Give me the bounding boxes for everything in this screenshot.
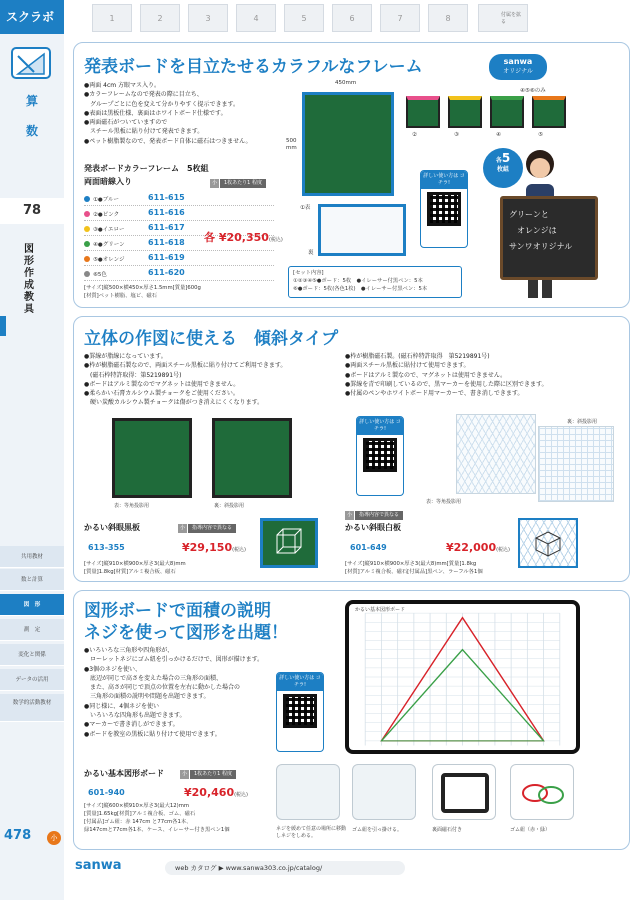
color-dot-icon (84, 211, 90, 217)
spec-line: [材質]ペット樹脂、塩ビ、磁石 (84, 293, 157, 299)
blackboard-front (112, 418, 192, 498)
swatch-number: ④ (496, 132, 501, 138)
photo-rubber-bands (510, 764, 574, 820)
badge-brand: sanwa (503, 57, 533, 66)
bullet: ●カラーフレームなので発表の際に目立ち、 (84, 91, 203, 99)
math-tools-icon (10, 44, 52, 82)
product-name-frame: 発表ボードカラーフレーム 5枚組 (84, 164, 209, 173)
sidebar-accent (0, 316, 6, 336)
swatch-number: ⑤ (538, 132, 543, 138)
price-frame: 各 ¥20,350(税込) (204, 231, 283, 244)
subject-char-1: 算 (26, 94, 39, 108)
footer-logo: sanwa (75, 858, 122, 873)
variant-code: 611-618 (148, 238, 185, 247)
tab-7[interactable]: 7 (380, 4, 420, 32)
variant-code: 611-617 (148, 223, 185, 232)
whiteboard-front (456, 414, 536, 494)
caption-bb-back: 裏：斜投影用 (214, 503, 245, 509)
variant-code: 611-615 (148, 193, 185, 202)
swatch-pink (406, 96, 440, 128)
swatch-number: ② (412, 132, 417, 138)
variant-label: ⑥5色 (93, 272, 107, 278)
page-number: 478 (4, 828, 32, 843)
front-board-blue (302, 92, 394, 196)
cube-board-icon (260, 518, 318, 568)
qr-heading: 詳しい使い方は コチラ! (421, 171, 467, 189)
photo-rubber (352, 764, 416, 820)
section2-title: 立体の作図に使える 傾斜タイプ (84, 329, 339, 349)
section3-title-2: ネジを使って図形を出題！ (84, 623, 288, 643)
section3-title-1: 図形ボードで面積の説明 (84, 601, 271, 621)
variant-row (84, 207, 274, 221)
product-sub-frame: 両面暗線入り (84, 177, 132, 186)
tab-3[interactable]: 3 (188, 4, 228, 32)
swatch-yellow (448, 96, 482, 128)
qr-box-figure[interactable]: 詳しい使い方は コチラ! (276, 672, 324, 752)
swatch-green (490, 96, 524, 128)
code-figure: 601-940 (88, 788, 125, 797)
section1-title: 発表ボードを目立たせるカラフルなフレーム (84, 57, 423, 77)
swatch-orange (532, 96, 566, 128)
variant-row (84, 252, 274, 266)
sidebar-nav-item[interactable]: 数と計算 (0, 569, 64, 591)
footer-url-link[interactable]: web カタログ ▶ www.sanwa303.co.jp/catalog/ (165, 861, 405, 875)
variant-label: ⑤●オレンジ (93, 257, 125, 263)
tag-small: 小 (211, 180, 217, 186)
tab-8[interactable]: 8 (428, 4, 468, 32)
tab-1[interactable]: 1 (92, 4, 132, 32)
back-board (318, 204, 406, 256)
variant-label: ②●ピンク (93, 212, 120, 218)
subject-char-2: 数 (26, 124, 39, 138)
tab-appendix[interactable]: 付属を拡る (478, 4, 528, 32)
set-line: ⑥●ボード：5枚(各色1枚) ●イレーサー付黒ペン：5本 (293, 286, 428, 292)
variant-code: 611-620 (148, 268, 185, 277)
cube-whiteboard-icon (518, 518, 578, 568)
qr-box-inclined[interactable]: 詳しい使い方は コチラ! (356, 416, 404, 496)
variant-code: 611-619 (148, 253, 185, 262)
section3-bullets: ●いろいろな三角形や四角形が、 ローレットネジにゴム紐を引っかけるだけで、図形が描けます。 ●3個のネジを使い、 底辺が同じで高さを変えた場合の三角形の面積、 また、高さが同じで頂点の位置を左右に動かした場合の 三角形の面積の説明や問題を出題できます。 ●同じ様に、4個ネジを使い いろいろな四角形も出題できます。 ●マーカーで書き消しができます。 ●ボードを教室の黒板に貼り付けて使用できます。 (84, 647, 264, 738)
sidebar-logo: スクラボ (0, 0, 64, 34)
page-badge: 小 (47, 831, 61, 845)
bullet: ●表面は黒板仕様、裏面はホワイトボード仕様です。 (84, 109, 227, 117)
figure-board-diagram (345, 600, 580, 754)
variant-label: ①●ブルー (93, 197, 120, 203)
bullet: スチール黒板に貼り付けて発表できます。 (84, 128, 204, 136)
variant-label: ④●グリーン (93, 242, 125, 248)
price-wb: ¥22,000(税込) (446, 541, 511, 554)
sidebar-nav-item[interactable]: 図 形 (0, 594, 64, 616)
swatch-caption: ④⑤⑥のみ (520, 88, 546, 94)
photo-magnet (432, 764, 496, 820)
sidebar-nav-item[interactable]: 数学的活動教材 (0, 694, 64, 722)
whiteboard-back (538, 426, 614, 502)
qr-code-icon[interactable] (427, 192, 461, 226)
variant-row (84, 192, 274, 206)
section2-bullets-left: ●罫線が脂線になっています。 ●枠が樹脂磁石製なので、両面スチール黒板に貼り付けてご利用できます。 (磁石枠特許取得：第5219891号) ●ボードはアルミ製なのでマグネットは使用できません。 ●柔らかい石膏カルシウム製チョークをご使用ください。 硬い炭酸カルシウム製チョークは傷がつき消えにくくなります。 (84, 353, 287, 407)
color-dot-icon (84, 256, 90, 262)
handwritten-board: グリーンと オレンジは サンワオリジナル (500, 196, 598, 280)
bullet: ●ペット樹脂製なので、発表ボード自体に磁石はつきません。 (84, 137, 252, 145)
tab-5[interactable]: 5 (284, 4, 324, 32)
triangle-diagram (349, 604, 576, 750)
front-label: ①表 (300, 205, 311, 211)
sidebar-nav-item[interactable]: 測 定 (0, 619, 64, 641)
variant-label: ③●イエロー (93, 227, 125, 233)
dim-height-unit: mm (286, 145, 297, 151)
swatch-number: ③ (454, 132, 459, 138)
tab-4[interactable]: 4 (236, 4, 276, 32)
code-wb: 601-649 (350, 543, 387, 552)
color-dot-icon (84, 196, 90, 202)
section1-bullets (84, 81, 251, 146)
tag-usage: 1枚あたり1 程度 (220, 179, 266, 188)
caption-wb-back: 裏：斜投影用 (567, 419, 598, 425)
set-title: [セット内容] (293, 270, 324, 276)
qr-box-frame[interactable] (420, 170, 468, 248)
bullet: グループごとに色を変えて分かりやすく提示できます。 (84, 100, 240, 108)
sidebar-nav-item[interactable]: 変化と関係 (0, 644, 64, 666)
five-pieces-badge: 各5 枚組 (483, 148, 523, 188)
variant-code: 611-616 (148, 208, 185, 217)
product-name-wb: かるい斜眼白板 (345, 523, 401, 532)
sanwa-original-badge (489, 54, 547, 80)
sidebar-nav-item[interactable]: データの活用 (0, 669, 64, 691)
product-name-figure: かるい基本図形ボード (84, 769, 164, 778)
price-figure: ¥20,460(税込) (184, 786, 249, 799)
tab-2[interactable]: 2 (140, 4, 180, 32)
set-line: ①②③④⑤●ボード：5枚 ●イレーサー付黒ペン：5本 (293, 278, 423, 284)
badge-original: オリジナル (503, 68, 533, 75)
dim-width: 450mm (335, 80, 357, 86)
diagram-board-label: かるい基本図形ボード (355, 607, 406, 613)
set-contents-box (288, 266, 462, 298)
price-bb: ¥29,150(税込) (182, 541, 247, 554)
qr-code-icon[interactable] (363, 438, 397, 472)
variant-row (84, 267, 274, 281)
color-dot-icon (84, 226, 90, 232)
sidebar-nav-item[interactable]: 共用教材 (0, 546, 64, 568)
bullet: ●両面磁石がついていますので (84, 119, 168, 127)
product-name-bb: かるい斜眼黒板 (84, 523, 140, 532)
sidebar (0, 0, 64, 900)
caption-wb-front: 表：等角投影用 (426, 499, 462, 505)
spec-line: [サイズ]縦500×横450×厚さ1.5mm[質量]600g (84, 285, 201, 291)
blackboard-back (212, 418, 292, 498)
caption-bb-front: 表：等角投影用 (114, 503, 150, 509)
section2-bullets-right: ●枠が樹脂磁石製。(磁石枠特許取得 第5219891号) ●両面スチール黒板に貼付けて使用できます。 ●ボードはアルミ製なので、マグネットは使用できません。 ●罫線を青で印刷しているので、黒マーカーを使用した際に区別できます。 ●付属のペンやホワイトボード用マーカーで、書き消しできます。 (345, 353, 548, 398)
tab-6[interactable]: 6 (332, 4, 372, 32)
code-bb: 613-355 (88, 543, 125, 552)
back-label: 裏 (308, 250, 314, 256)
bullet: ●両面 4cm 方眼マス入り。 (84, 82, 161, 89)
color-dot-icon (84, 241, 90, 247)
vertical-title: 図形作成教具 (24, 244, 34, 315)
qr-code-icon[interactable] (283, 694, 317, 728)
photo-screw (276, 764, 340, 820)
sidebar-number: 78 (0, 198, 64, 224)
color-dot-icon (84, 271, 90, 277)
dim-height-value: 500 (286, 138, 297, 144)
